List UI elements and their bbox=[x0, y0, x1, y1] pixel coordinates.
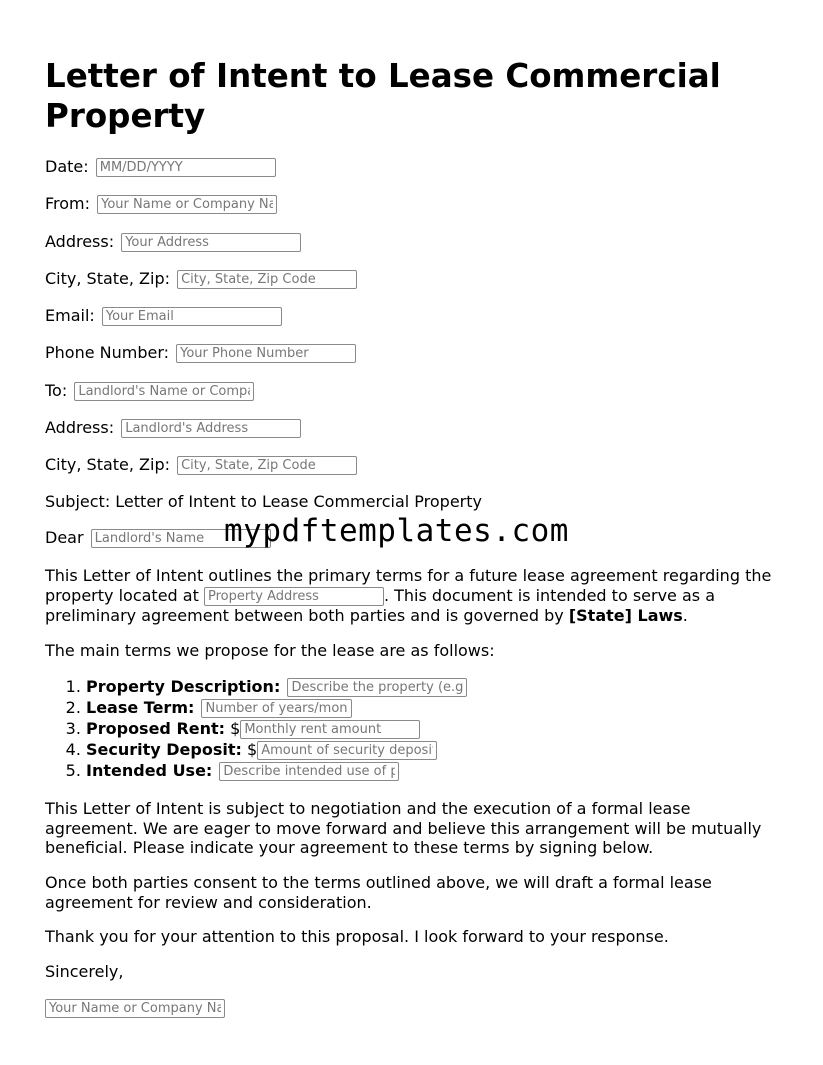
sender-city-label: City, State, Zip: bbox=[45, 269, 171, 288]
dear-label: Dear bbox=[45, 528, 84, 547]
negotiation-paragraph bbox=[45, 799, 785, 858]
security-deposit-field[interactable] bbox=[257, 741, 437, 760]
recipient-address-field[interactable] bbox=[121, 419, 301, 438]
thanks-paragraph: Thank you for your attention to this proposal. I look forward to your response. bbox=[45, 927, 669, 946]
subject-line: Subject: Letter of Intent to Lease Commercial Property bbox=[45, 492, 482, 511]
property-address-field[interactable] bbox=[204, 587, 384, 606]
state-laws: [State] Laws bbox=[568, 605, 683, 625]
term-prefix: $ bbox=[230, 719, 241, 738]
list-item bbox=[86, 718, 467, 739]
to-row bbox=[45, 380, 254, 402]
signature-field[interactable] bbox=[45, 999, 225, 1018]
recipient-city-label: City, State, Zip: bbox=[45, 455, 171, 474]
consent-paragraph bbox=[45, 873, 785, 912]
closing: Sincerely, bbox=[45, 962, 124, 981]
to-label: To: bbox=[45, 381, 68, 400]
property-description-field[interactable] bbox=[287, 678, 467, 697]
date-field[interactable] bbox=[96, 158, 276, 177]
sender-city-row bbox=[45, 268, 357, 290]
list-item bbox=[86, 697, 467, 718]
recipient-city-field[interactable] bbox=[177, 456, 357, 475]
email-field[interactable] bbox=[102, 307, 282, 326]
signature-row bbox=[45, 997, 225, 1019]
recipient-address-label: Address: bbox=[45, 418, 115, 437]
email-label: Email: bbox=[45, 306, 95, 325]
list-item bbox=[86, 739, 467, 760]
proposed-rent-field[interactable] bbox=[240, 720, 420, 739]
from-label: From: bbox=[45, 194, 91, 213]
sender-city-field[interactable] bbox=[177, 270, 357, 289]
list-item bbox=[86, 760, 467, 781]
term-label: Security Deposit: bbox=[86, 740, 242, 759]
lease-term-field[interactable] bbox=[201, 699, 352, 718]
recipient-address-row bbox=[45, 417, 301, 439]
term-prefix: $ bbox=[247, 740, 258, 759]
sender-address-label: Address: bbox=[45, 232, 115, 251]
date-row bbox=[45, 156, 276, 178]
to-field[interactable] bbox=[74, 382, 254, 401]
term-label: Intended Use: bbox=[86, 761, 213, 780]
negotiation-text: This Letter of Intent is subject to negotiation and the execution of a formal lease agreement. We are eager to move forward and believe this arrangement will be mutually beneficial. Please indicate your agreement to these terms by signing below. bbox=[45, 799, 762, 857]
term-label: Lease Term: bbox=[86, 698, 195, 717]
sender-address-field[interactable] bbox=[121, 233, 301, 252]
terms-list bbox=[45, 676, 467, 781]
page-title: Letter of Intent to Lease Commercial Property bbox=[45, 57, 721, 135]
intro-text-3: . bbox=[682, 605, 688, 625]
phone-row bbox=[45, 342, 356, 364]
phone-field[interactable] bbox=[176, 344, 356, 363]
terms-intro: The main terms we propose for the lease are as follows: bbox=[45, 641, 495, 660]
recipient-city-row bbox=[45, 454, 357, 476]
intro-paragraph bbox=[45, 566, 785, 625]
email-row bbox=[45, 305, 282, 327]
term-label: Property Description: bbox=[86, 677, 281, 696]
from-row bbox=[45, 193, 277, 215]
watermark: mypdftemplates.com bbox=[224, 513, 569, 549]
from-field[interactable] bbox=[97, 195, 277, 214]
intended-use-field[interactable] bbox=[219, 762, 399, 781]
intro-text-2: . This document is intended to serve as a preliminary agreement between both parties and is governed by bbox=[45, 585, 716, 625]
sender-address-row bbox=[45, 231, 301, 253]
intro-text-1: This Letter of Intent outlines the primary terms for a future lease agreement regarding the property located at bbox=[45, 566, 772, 605]
term-label: Proposed Rent: bbox=[86, 719, 226, 738]
consent-text: Once both parties consent to the terms outlined above, we will draft a formal lease agreement for review and consideration. bbox=[45, 873, 712, 912]
phone-label: Phone Number: bbox=[45, 343, 170, 362]
date-label: Date: bbox=[45, 157, 89, 176]
list-item bbox=[86, 676, 467, 697]
